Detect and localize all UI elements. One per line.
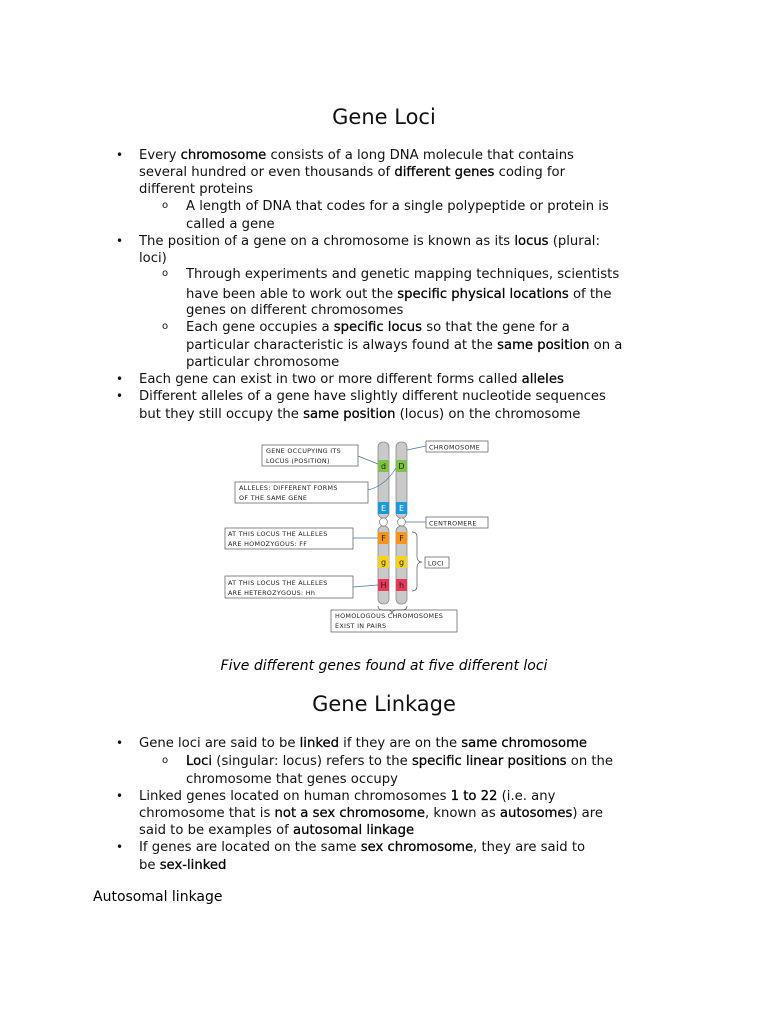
left-centromere	[380, 518, 388, 526]
label-homologous-line2: EXIST IN PAIRS	[335, 622, 387, 630]
allele-left-3: F	[381, 534, 386, 543]
allele-right-4: g	[398, 558, 405, 567]
text-line: Each gene occupies a specific locus so that the gene for a	[186, 320, 570, 335]
sub-bullet: o	[162, 321, 169, 332]
sub-bullet: o	[162, 755, 169, 766]
right-centromere	[398, 518, 406, 526]
subheading-autosomal-linkage: Autosomal linkage	[93, 889, 223, 905]
text-line: Linked genes located on human chromosomes 1 to 22 (i.e. any	[139, 789, 556, 804]
allele-left-1: d	[380, 462, 387, 471]
label-alleles-line2: OF THE SAME GENE	[239, 494, 308, 502]
bullet: •	[116, 372, 124, 386]
bullet: •	[116, 736, 124, 750]
connector-chromosome	[407, 446, 426, 450]
text-line: The position of a gene on a chromosome is known as its locus (plural:	[139, 234, 600, 249]
text-line: loci)	[139, 251, 167, 266]
allele-right-3: F	[399, 534, 404, 543]
text-line: but they still occupy the same position (locus) on the chromosome	[139, 407, 581, 422]
text-line: chromosome that genes occupy	[186, 772, 398, 787]
loci-bracket	[412, 532, 422, 591]
text-line: Gene loci are said to be linked if they are on the same chromosome	[139, 736, 588, 751]
text-line: chromosome that is not a sex chromosome, known as autosomes) are	[139, 806, 604, 821]
label-gene-locus-line2: LOCUS (POSITION)	[266, 457, 330, 465]
bullet: •	[116, 840, 124, 854]
text-line: said to be examples of autosomal linkage	[139, 823, 415, 838]
text-line: Loci (singular: locus) refers to the specific linear positions on the	[186, 754, 614, 769]
connector-gene-locus	[358, 456, 378, 464]
allele-right-5: h	[398, 581, 405, 590]
text-line: have been able to work out the specific physical locations of the	[186, 287, 612, 302]
allele-right-1: D	[398, 462, 405, 471]
bullet: •	[116, 789, 124, 803]
sub-bullet: o	[162, 200, 169, 211]
bullet: •	[116, 148, 124, 162]
label-homologous-line1: HOMOLOGOUS CHROMOSOMES	[335, 612, 444, 620]
text-line: particular chromosome	[186, 355, 340, 370]
allele-right-2: E	[398, 504, 405, 513]
figure-caption: Five different genes found at five different loci	[220, 658, 548, 674]
bullet: •	[116, 389, 124, 403]
text-line: several hundred or even thousands of different genes coding for	[139, 165, 566, 180]
bullet: •	[116, 234, 124, 248]
text-line: Each gene can exist in two or more different forms called alleles	[139, 372, 564, 387]
allele-left-2: E	[380, 504, 387, 513]
text-line: If genes are located on the same sex chromosome, they are said to	[139, 840, 586, 855]
text-line: Every chromosome consists of a long DNA molecule that contains	[139, 148, 574, 163]
connector-heterozygous	[353, 585, 378, 587]
allele-left-5: H	[380, 581, 387, 590]
label-homozygous-line1: AT THIS LOCUS THE ALLELES	[228, 530, 328, 538]
text-line: Different alleles of a gene have slightly different nucleotide sequences	[139, 389, 606, 404]
label-gene-locus-line1: GENE OCCUPYING ITS	[266, 447, 341, 455]
label-heterozygous-line1: AT THIS LOCUS THE ALLELES	[228, 579, 328, 587]
allele-left-4: g	[380, 558, 387, 567]
label-chromosome: CHROMOSOME	[429, 443, 480, 452]
sub-bullet: o	[162, 268, 169, 279]
section-title-gene-linkage: Gene Linkage	[312, 692, 456, 716]
section-title-gene-loci: Gene Loci	[332, 105, 436, 129]
label-alleles-line1: ALLELES: DIFFERENT FORMS	[239, 484, 338, 492]
text-line: Through experiments and genetic mapping techniques, scientists	[186, 267, 620, 282]
label-centromere: CENTROMERE	[429, 519, 477, 528]
label-homozygous-line2: ARE HOMOZYGOUS: FF	[228, 540, 308, 548]
text-line: be sex-linked	[139, 858, 227, 873]
text-line: particular characteristic is always found at the same position on a	[186, 338, 623, 353]
text-line: called a gene	[186, 217, 275, 232]
label-heterozygous-line2: ARE HETEROZYGOUS: Hh	[228, 589, 316, 597]
label-loci: LOCI	[428, 559, 444, 568]
chromosome-diagram	[220, 436, 495, 642]
text-line: A length of DNA that codes for a single polypeptide or protein is	[186, 199, 609, 214]
text-line: different proteins	[139, 182, 253, 197]
text-line: genes on different chromosomes	[186, 303, 404, 318]
